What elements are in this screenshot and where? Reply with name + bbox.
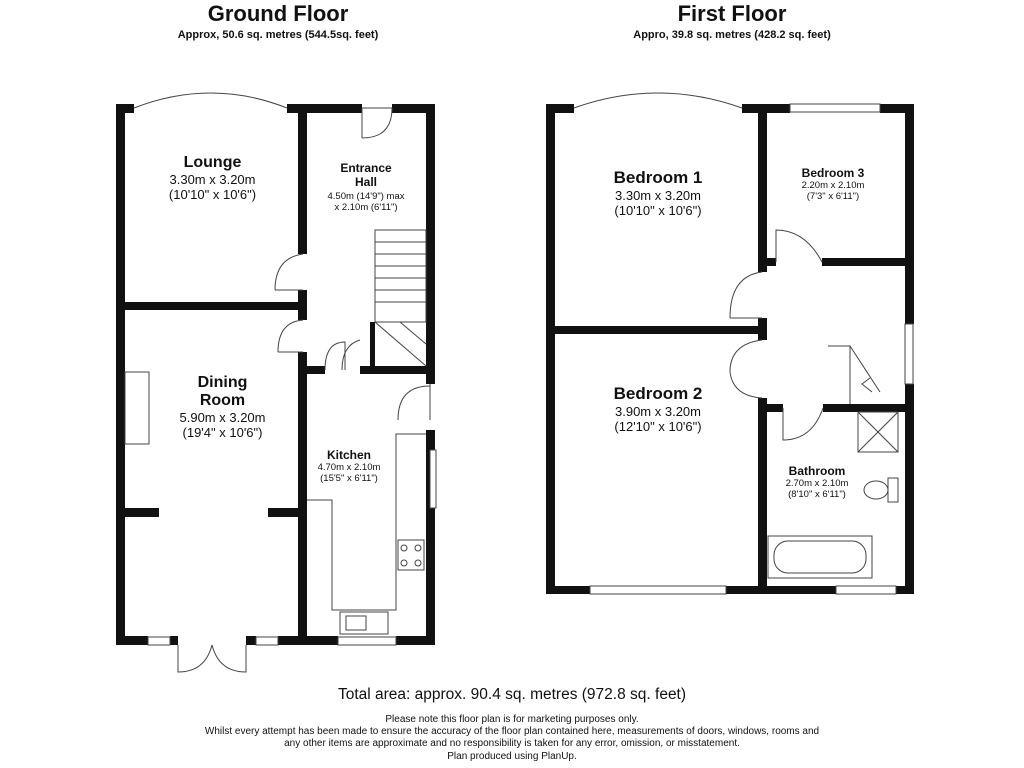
sink-bowl: [346, 616, 366, 630]
first-floor-title: First Floor: [677, 1, 787, 26]
toilet-cistern: [888, 478, 898, 502]
room-dimensions: 3.90m x 3.20m: [615, 404, 701, 419]
disclaimer-line: Please note this floor plan is for marketing purposes only.: [385, 714, 639, 725]
total-area: Total area: approx. 90.4 sq. metres (972.8 sq. feet): [337, 686, 687, 703]
room-name: Bathroom: [788, 464, 846, 478]
bathroom-door: [783, 408, 823, 440]
landing-window: [905, 324, 913, 384]
entrance-door: [362, 108, 392, 138]
bedroom2-window: [590, 586, 726, 594]
room-name: Bedroom 3: [801, 166, 865, 180]
bathroom-window: [836, 586, 896, 594]
room-name: Room: [199, 392, 246, 409]
room-dimensions: 2.20m x 2.10m: [801, 180, 865, 191]
bath: [768, 536, 872, 578]
bedroom3-door: [776, 230, 822, 262]
room-dimensions: 4.70m x 2.10m: [317, 462, 381, 473]
room-dimensions: 4.50m (14'9") max: [327, 191, 405, 202]
room-dimensions: 5.90m x 3.20m: [179, 410, 266, 425]
room-dimensions-imperial: (15'5" x 6'11"): [320, 473, 378, 484]
kitchen-sink: [340, 612, 388, 634]
dining-window-left: [148, 637, 170, 645]
hob-ring: [401, 545, 407, 551]
room-dimensions-imperial: (12'10" x 10'6"): [614, 419, 702, 434]
lounge-bay-window: [134, 93, 287, 108]
room-name: Lounge: [183, 154, 242, 171]
room-dimensions: 3.30m x 3.20m: [169, 172, 256, 187]
bedroom1-door: [730, 272, 762, 318]
room-dimensions: 3.30m x 3.20m: [615, 188, 701, 203]
bath-basin: [774, 541, 866, 573]
dining-window-right: [256, 637, 278, 645]
kitchen-worktop: [307, 434, 426, 610]
dining-door: [278, 320, 303, 352]
disclaimer-line: Plan produced using PlanUp.: [447, 750, 577, 762]
ground-floor-plan: [116, 93, 436, 672]
kitchen-door: [398, 384, 430, 420]
bedroom1-bay-window: [574, 93, 742, 108]
room-name: Bedroom 1: [613, 168, 703, 187]
room-dimensions: 2.70m x 2.10m: [785, 478, 849, 489]
hob-ring: [415, 545, 421, 551]
disclaimer: [0, 714, 1024, 763]
room-dimensions-imperial: x 2.10m (6'11"): [334, 202, 398, 213]
ground-floor-title: Ground Floor: [207, 1, 349, 26]
room-dimensions-imperial: (8'10" x 6'11"): [788, 489, 846, 500]
first-floor-area: Appro, 39.8 sq. metres (428.2 sq. feet): [633, 29, 831, 41]
bedroom3-window: [790, 104, 880, 112]
hob-ring: [415, 560, 421, 566]
first-floor-stairs: [828, 346, 880, 404]
ground-floor-area: Approx, 50.6 sq. metres (544.5sq. feet): [177, 29, 379, 41]
room-name: Kitchen: [326, 448, 371, 462]
room-name: Entrance: [340, 161, 392, 175]
ground-floor-fixtures: [125, 93, 436, 672]
kitchen-window: [338, 637, 396, 645]
room-dimensions-imperial: (7'3" x 6'11"): [806, 191, 860, 202]
kitchen-side-window: [430, 450, 436, 508]
first-floor-walls: [546, 104, 914, 594]
french-doors: [178, 645, 246, 672]
disclaimer-line: Whilst every attempt has been made to ensure the accuracy of the floor plan contained here, measurements of doors, windows, rooms and: [204, 726, 820, 738]
room-dimensions-imperial: (10'10" x 10'6"): [614, 203, 702, 218]
first-floor-fixtures: [574, 93, 913, 594]
room-name: Dining: [197, 374, 248, 391]
ground-floor-stairs: [375, 230, 426, 366]
hob-ring: [401, 560, 407, 566]
fireplace: [125, 372, 149, 444]
ground-floor-walls: [116, 104, 435, 645]
disclaimer-line: any other items are approximate and no responsibility is taken for any error, omission, or misstatement.: [284, 738, 740, 750]
room-dimensions-imperial: (19'4" x 10'6"): [182, 425, 263, 440]
room-dimensions-imperial: (10'10" x 10'6"): [168, 187, 257, 202]
first-floor-plan: [546, 93, 914, 594]
bedroom2-door: [730, 340, 762, 398]
toilet: [864, 481, 888, 499]
lounge-door: [275, 254, 303, 290]
room-name: Hall: [354, 175, 377, 189]
room-name: Bedroom 2: [613, 384, 703, 403]
